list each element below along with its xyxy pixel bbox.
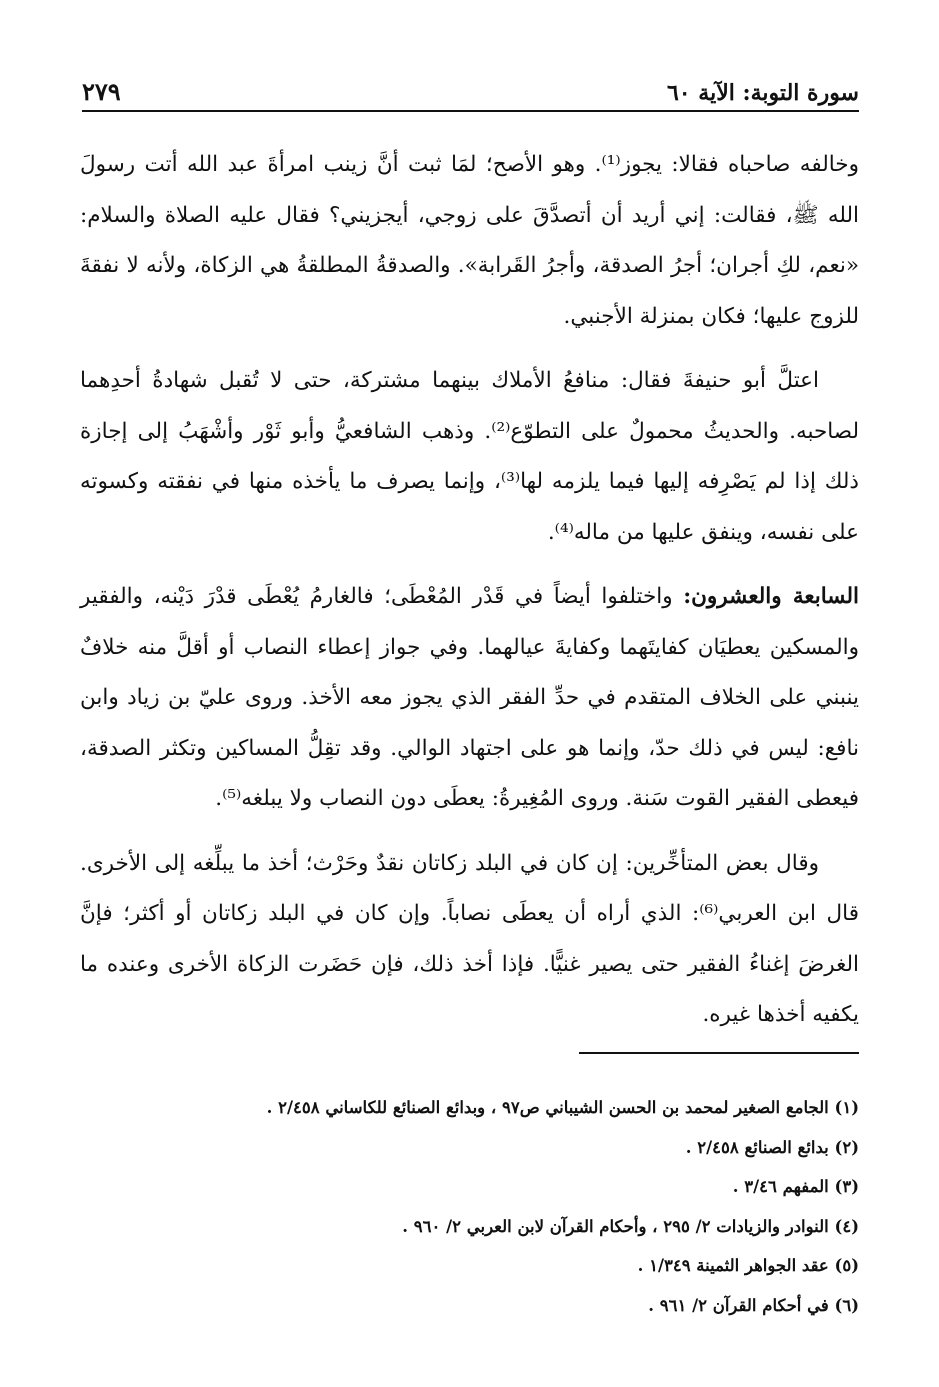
paragraph: اعتلَّ أبو حنيفةَ فقال: منافعُ الأملاك بينهما مشتركة، حتى لا تُقبل شهادةُ أحدِهما لصاحبه. والحديثُ محمولٌ على التطوّع⁽²⁾. وذهب الشافعيُّ وأبو ثَوْر وأشْهَبُ إلى إجازة ذلك إذا لم يَصْرِفه إليها فيما يلزمه لها⁽³⁾، وإنما يصرف ما يأخذه منها في نفقته وكسوته على نفسه، وينفق عليها من ماله⁽⁴⁾. [80, 368, 860, 545]
paragraph: وقال بعض المتأخِّرين: إن كان في البلد زكاتان نقدٌ وحَرْث؛ أخذ ما يبلِّغه إلى الأخرى. قال ابن العربي⁽⁶⁾: الذي أراه أن يعطَى نصاباً. وإن كان في البلد زكاتان أو أكثر؛ فإنَّ الغرضَ إغناءُ الفقير حتى يصير غنيًّا. فإذا أخذ ذلك، فإن حَضَرت الزكاة الأخرى وعنده ما يكفيه أخذها غيره. [80, 850, 859, 1027]
footnote: (٢) بدائع الصنائع ٢/٤٥٨ . [685, 1137, 859, 1157]
footnote-divider [579, 1052, 859, 1054]
page-number: ٢٧٩ [82, 77, 121, 106]
main-text [80, 140, 859, 1055]
paragraph: وخالفه صاحباه فقالا: يجوز⁽¹⁾. وهو الأصح؛ لمَا ثبت أنَّ زينب امرأةَ عبد الله أتت رسولَ الله ﷺ، فقالت: إني أريد أن أتصدَّقَ على زوجي، أيجزيني؟ فقال عليه الصلاة والسلام: «نعم، لكِ أجران؛ أجرُ الصدقة، وأجرُ القَرابة». والصدقةُ المطلقةُ هي الزكاة، ولأنه لا نفقةَ للزوج عليها؛ فكان بمنزلة الأجنبي. [80, 152, 859, 329]
section-heading: السابعة والعشرون: [683, 584, 859, 609]
running-header [82, 62, 859, 112]
footnote: (٤) النوادر والزيادات ٢/ ٢٩٥ ، وأحكام القرآن لابن العربي ٢/ ٩٦٠ . [402, 1216, 859, 1236]
footnote: (١) الجامع الصغير لمحمد بن الحسن الشيباني ص٩٧ ، وبدائع الصنائع للكاساني ٢/٤٥٨ . [266, 1098, 859, 1117]
footnote: (٦) في أحكام القرآن ٢/ ٩٦١ . [648, 1295, 859, 1315]
section-paragraph [80, 572, 859, 825]
chapter-title: سورة التوبة: الآية ٦٠ [666, 80, 859, 106]
footnotes [80, 1088, 859, 1325]
section-text: واختلفوا أيضاً في قَدْر المُعْطَى؛ فالغارمُ يُعْطَى قدْرَ دَيْنه، والفقير والمسكين يعطيَان كفايتَهما وكفايةَ عيالهما. وفي جواز إعطاء النصاب أو أقلَّ منه خلافٌ ينبني على الخلاف المتقدم في حدِّ الفقر الذي يجوز معه الأخذ. وروى عليّ بن زياد وابن نافع: ليس في ذلك حدّ، وإنما هو على اجتهاد الوالي. وقد تقِلُّ المساكين وتكثر الصدقة، فيعطى الفقير القوت سَنة. وروى المُغِيرةُ: يعطَى دون النصاب ولا يبلغه⁽⁵⁾. [80, 584, 859, 811]
footnote: (٥) عقد الجواهر الثمينة ١/٣٤٩ . [637, 1256, 859, 1275]
footnote: (٣) المفهم ٣/٤٦ . [732, 1177, 859, 1196]
